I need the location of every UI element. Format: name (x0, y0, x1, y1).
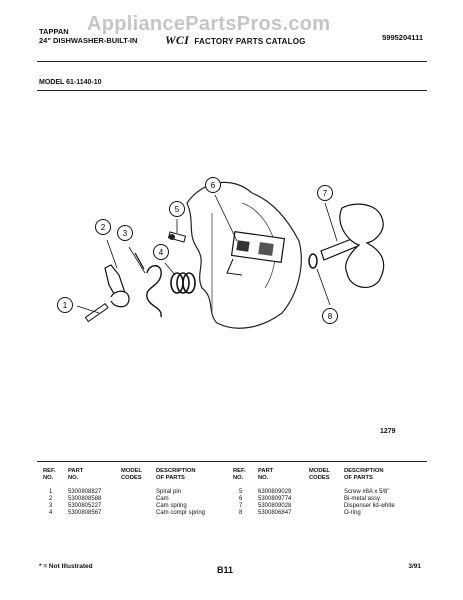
model-rule (37, 90, 427, 91)
parts-sheet (37, 13, 427, 580)
header-catalog (165, 33, 306, 48)
screw (168, 232, 185, 242)
brand-name: TAPPAN (39, 27, 69, 36)
catalog-title: FACTORY PARTS CATALOG (194, 37, 306, 46)
svg-text:6: 6 (210, 181, 216, 190)
page-number: B11 (217, 565, 234, 575)
table-row: 8 5300806847 O-ring (239, 510, 361, 516)
exploded-parts-diagram (37, 163, 427, 353)
svg-text:7: 7 (322, 189, 328, 198)
cam (105, 265, 129, 307)
table-row: 4 5300808567 Cam compr spring (49, 510, 206, 516)
table-row: 3 5300805227 Cam spring (49, 503, 187, 509)
svg-text:8: 8 (327, 312, 333, 321)
parts-table-right (233, 468, 398, 517)
svg-text:3: 3 (122, 229, 128, 238)
cam-compression-spring (171, 273, 195, 293)
header-rule (37, 61, 427, 62)
svg-text:5: 5 (174, 205, 180, 214)
not-illustrated-note: * = Not Illustrated (39, 563, 93, 570)
revision-date: 3/91 (408, 563, 421, 570)
table-row: 6 5300809774 Bi-metal assy. (239, 496, 382, 502)
callout-5 (170, 202, 185, 217)
callout-4 (154, 245, 169, 260)
table-rule (37, 461, 427, 462)
o-ring (309, 254, 317, 268)
callout-7 (318, 186, 333, 201)
parts-table-left (43, 468, 208, 517)
callout-2 (96, 220, 111, 235)
product-name: 24" DISHWASHER-BUILT-IN (39, 36, 138, 45)
drawing-number: 1279 (380, 428, 396, 435)
svg-text:2: 2 (100, 223, 106, 232)
callout-8 (323, 309, 338, 324)
callout-3 (118, 226, 133, 241)
doc-number: 5995204111 (382, 33, 423, 42)
table-row: 1 5300808827 Spiral pin (49, 489, 182, 495)
table-row: 2 5300808588 Cam (49, 496, 169, 502)
callouts (58, 178, 338, 324)
dispenser-lid (321, 204, 384, 287)
table-header: REF. NO. PART NO. MODEL CODES DESCRIPTION OF PARTS (43, 468, 196, 481)
callout-6 (206, 178, 221, 193)
header-left (39, 27, 137, 45)
model-number: MODEL 61-1140-10 (39, 79, 102, 86)
table-row: 5 6300809029 Screw #8A x 5/8" (239, 489, 390, 495)
svg-text:4: 4 (158, 248, 164, 257)
callout-1 (58, 298, 73, 313)
wci-logo: WCI (165, 33, 189, 47)
table-row: 7 5300809028 Dispenser lid-white (239, 503, 395, 509)
watermark: AppliancePartsPros.com (87, 13, 331, 35)
table-header: REF. NO. PART NO. MODEL CODES DESCRIPTION OF PARTS (233, 468, 384, 481)
svg-text:1: 1 (62, 301, 68, 310)
